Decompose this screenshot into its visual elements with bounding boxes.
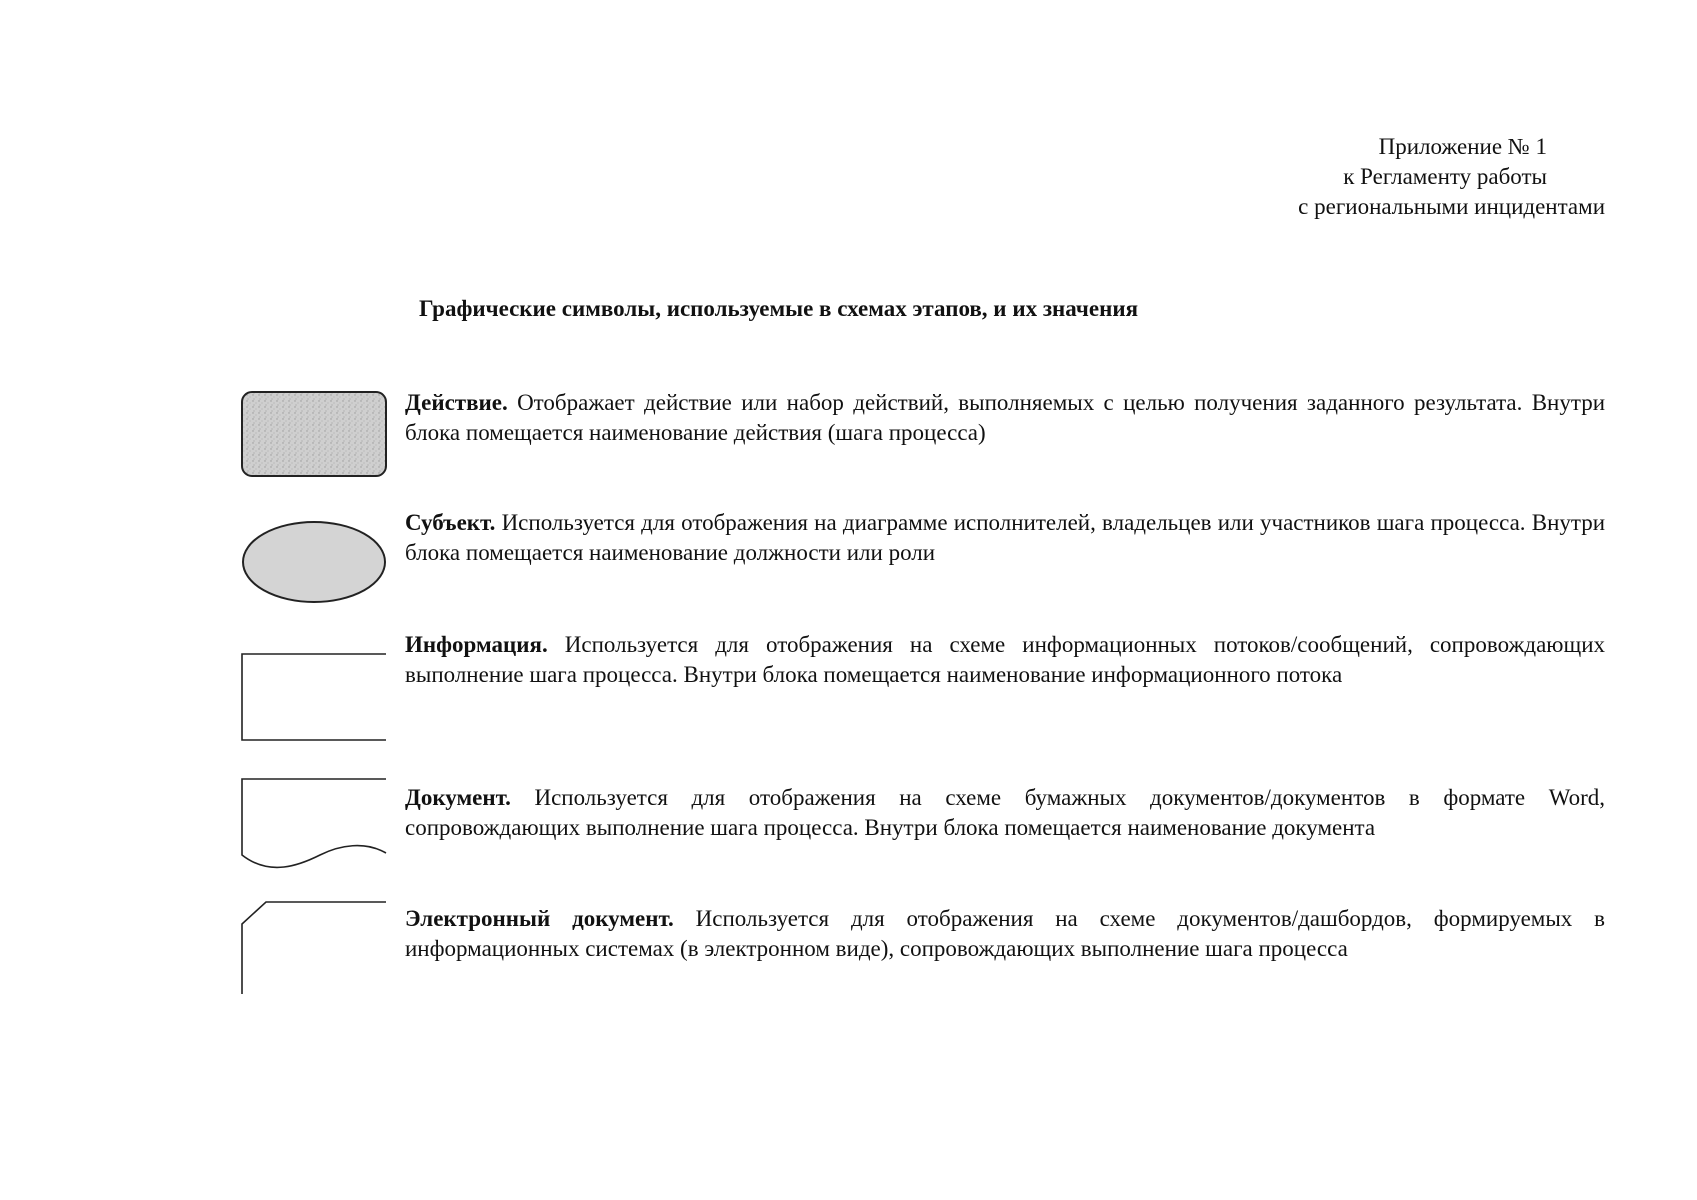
page-title-text: Графические символы, используемые в схемах этапов, и их значения [418, 296, 1139, 321]
legend-item-information [240, 630, 1606, 740]
legend-text-action: Отображает действие или набор действий, выполняемых с целью получения заданного результата. Внутри блока помещается наименование действия (шага процесса) [405, 390, 1606, 445]
legend-term-subject: Субъект. [405, 510, 496, 535]
legend-term-document: Документ. [405, 785, 511, 810]
action-symbol-icon [240, 388, 390, 488]
appendix-header [1185, 132, 1605, 222]
legend-description-electronic-document [405, 904, 1605, 964]
appendix-number: Приложение № 1 [1378, 134, 1547, 159]
legend-text-document: Используется для отображения на схеме бумажных документов/документов в формате Word, сопровождающих выполнение шага процесса. Внутри блока помещается наименование документа [405, 785, 1605, 840]
subject-symbol-icon [240, 516, 390, 616]
legend-item-electronic-document [240, 904, 1606, 1014]
legend-term-action: Действие. [405, 390, 508, 415]
legend-description-subject [405, 508, 1605, 568]
legend-description-action [405, 388, 1605, 448]
legend-item-document [240, 783, 1605, 883]
legend-text-information: Используется для отображения на схеме информационных потоков/сообщений, сопровождающих выполнение шага процесса. Внутри блока помещается наименование информационного потока [405, 632, 1606, 687]
legend-item-action [240, 388, 1606, 478]
legend-description-document [405, 783, 1605, 843]
legend-text-subject: Используется для отображения на диаграмме исполнителей, владельцев или участников шага процесса. Внутри блока помещается наименование должности или роли [405, 510, 1606, 565]
document-symbol-icon [240, 777, 390, 877]
legend-text-electronic-document: Используется для отображения на схеме документов/дашбордов, формируемых в информационных системах (в электронном виде), сопровождающих выполнение шага процесса [405, 906, 1606, 961]
legend-term-electronic-document: Электронный документ. [405, 906, 674, 931]
page-title [0, 296, 1697, 322]
information-symbol-icon [240, 652, 390, 752]
legend-description-information [405, 630, 1605, 690]
legend-term-information: Информация. [405, 632, 548, 657]
legend-item-subject [240, 508, 1606, 608]
electronic-document-symbol-icon [240, 898, 390, 998]
appendix-subject: с региональными инцидентами [1298, 194, 1605, 219]
appendix-regulation: к Регламенту работы [1343, 164, 1547, 189]
